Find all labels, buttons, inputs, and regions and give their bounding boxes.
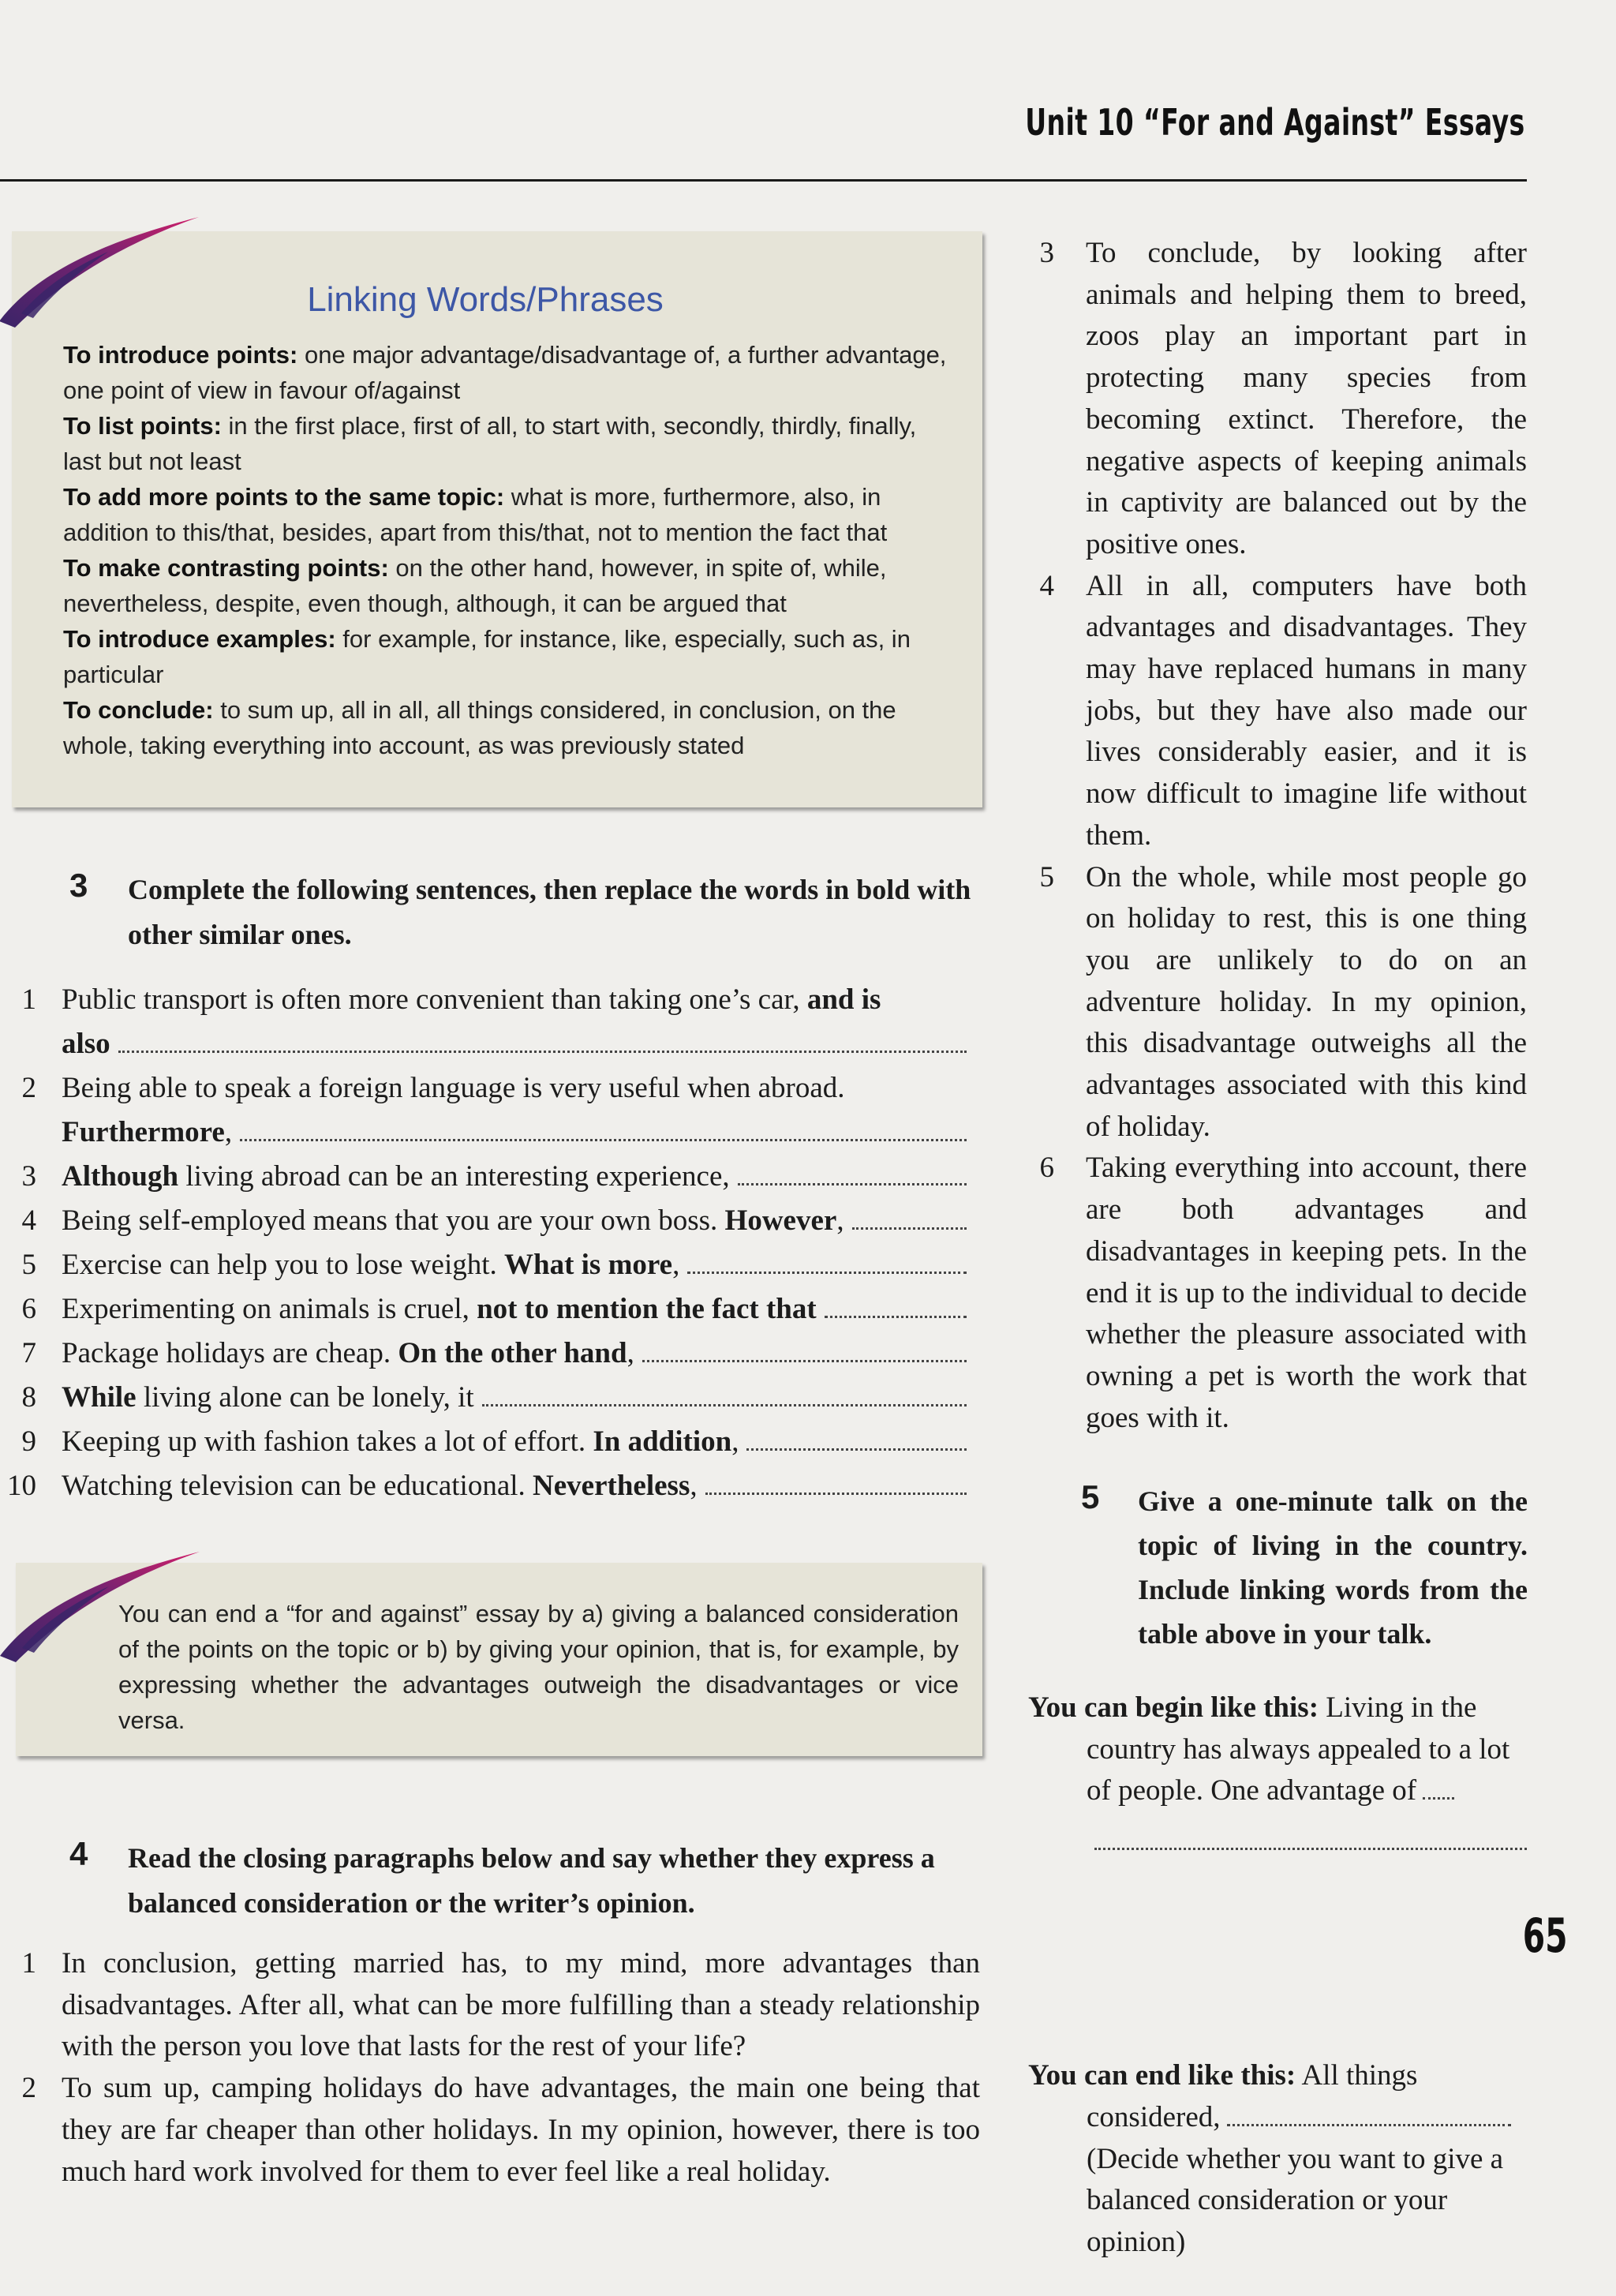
answer-blank xyxy=(240,1138,967,1141)
list-item: 6 Experimenting on animals is cruel, not to mention the fact that xyxy=(0,1287,967,1332)
exercise-3-instruction: Complete the following sentences, then replace the words in bold with other similar ones. xyxy=(128,874,971,950)
linking-item: To make contrasting points: on the other hand, however, in spite of, while, nevertheless, despite, even though, although, it can be argued that xyxy=(63,554,887,617)
answer-blank xyxy=(482,1403,967,1406)
exercise-5-instruction: Give a one-minute talk on the topic of living in the country. Include linking words from the table above in your talk. xyxy=(1138,1485,1528,1650)
linking-item: To add more points to the same topic: what is more, furthermore, also, in addition to this/that, besides, apart from this/that, not to mention the fact that xyxy=(63,483,888,546)
list-item: 4 Being self-employed means that you are your own boss. However, xyxy=(0,1199,967,1243)
decide-note: (Decide whether you want to give a balanced consideration or your opinion) xyxy=(1087,2142,1504,2258)
exercise-4-list xyxy=(0,1943,980,2193)
answer-blank xyxy=(1094,1847,1527,1850)
answer-blank xyxy=(1227,2123,1511,2126)
end-like-this: You can end like this: All things considered, (Decide whether you want to give a balanced consideration or your opinion) xyxy=(1028,2055,1527,2264)
answer-blank xyxy=(746,1448,967,1451)
list-item: 1 In conclusion, getting married has, to my mind, more advantages than disadvantages. After all, what can be more fulfilling than a steady relationship with the person you love that lasts for the rest of your life? xyxy=(21,1947,980,2063)
list-item: 10 Watching television can be educational. Nevertheless, xyxy=(0,1464,967,1508)
tip-text: You can end a “for and against” essay by a) giving a balanced consideration of the points on the topic or b) by giving your opinion, that is, for example, by expressing whether the advantages outweigh the disadvantages or vice versa. xyxy=(118,1600,959,1734)
list-item: 2 Being able to speak a foreign language is very useful when abroad. Furthermore, xyxy=(0,1066,967,1155)
list-item: 4 All in all, computers have both advantages and disadvantages. They may have replaced humans in many jobs, but they have also made our lives considerably easier, and it is now difficult to imagine life without them. xyxy=(1039,569,1527,852)
page-number: 65 xyxy=(1522,1908,1567,1964)
linking-item: To list points: in the first place, first of all, to start with, secondly, thirdly, finally, last but not least xyxy=(63,412,917,475)
answer-blank xyxy=(642,1359,967,1362)
linking-box-title: Linking Words/Phrases xyxy=(307,280,664,319)
exercise-4-instruction: Read the closing paragraphs below and say whether they express a balanced consideration or the writer’s opinion. xyxy=(128,1842,935,1919)
list-item: 8 While living alone can be lonely, it xyxy=(0,1376,967,1420)
list-item: 2 To sum up, camping holidays do have advantages, the main one being that they are far cheaper than other holidays. In my opinion, however, there is too much hard work involved for them to ever feel like a real holiday. xyxy=(21,2072,980,2188)
answer-blank xyxy=(825,1315,967,1318)
list-item: 6 Taking everything into account, there are both advantages and disadvantages in keeping pets. In the end it is up to the individual to decide whether the pleasure associated with owning a pet is worth the work that goes with it. xyxy=(1039,1152,1528,1434)
list-item: 7 Package holidays are cheap. On the other hand, xyxy=(0,1332,967,1376)
list-item: 1 Public transport is often more convenient than taking one’s car, and is also xyxy=(0,978,967,1066)
list-item: 5 On the whole, while most people go on holiday to rest, this is one thing you are unlikely to do on an adventure holiday. In my opinion, this disadvantage outweighs all the advantages associated with this kind of holiday. xyxy=(1039,860,1527,1143)
list-item: 3 To conclude, by looking after animals and helping them to breed, zoos play an important part in protecting many species from becoming extinct. Therefore, the negative aspects of keeping animals in captivity are balanced out by the positive ones. xyxy=(1039,237,1527,560)
answer-blank xyxy=(852,1227,967,1230)
exercise-4-number: 4 xyxy=(69,1835,88,1872)
answer-blank xyxy=(738,1182,967,1185)
exercise-3-number: 3 xyxy=(69,867,88,904)
begin-like-this: You can begin like this: Living in the country has always appealed to a lot of people. One advantage of xyxy=(1028,1687,1527,1850)
exercise-5-number: 5 xyxy=(1081,1478,1100,1515)
header-rule xyxy=(0,179,1527,182)
linking-item: To introduce points: one major advantage/disadvantage of, a further advantage, one point of view in favour of/against xyxy=(63,341,947,404)
linking-list xyxy=(63,337,951,763)
unit-title: Unit 10 “For and Against” Essays xyxy=(1025,101,1525,144)
answer-blank xyxy=(705,1492,967,1495)
answer-blank xyxy=(1423,1796,1454,1800)
linking-words-box xyxy=(12,231,982,807)
tip-box xyxy=(16,1563,982,1756)
right-column-list xyxy=(1032,233,1527,1439)
linking-item: To introduce examples: for example, for instance, like, especially, such as, in particular xyxy=(63,625,911,688)
list-item: 3 Although living abroad can be an interesting experience, xyxy=(0,1155,967,1199)
answer-blank xyxy=(687,1271,967,1274)
linking-item: To conclude: to sum up, all in all, all things considered, in conclusion, on the whole, taking everything into account, as was previously stated xyxy=(63,696,896,759)
list-item: 5 Exercise can help you to lose weight. What is more, xyxy=(0,1243,967,1287)
exercise-3-list xyxy=(0,978,967,1508)
answer-blank xyxy=(118,1050,967,1053)
list-item: 9 Keeping up with fashion takes a lot of effort. In addition, xyxy=(0,1420,967,1464)
